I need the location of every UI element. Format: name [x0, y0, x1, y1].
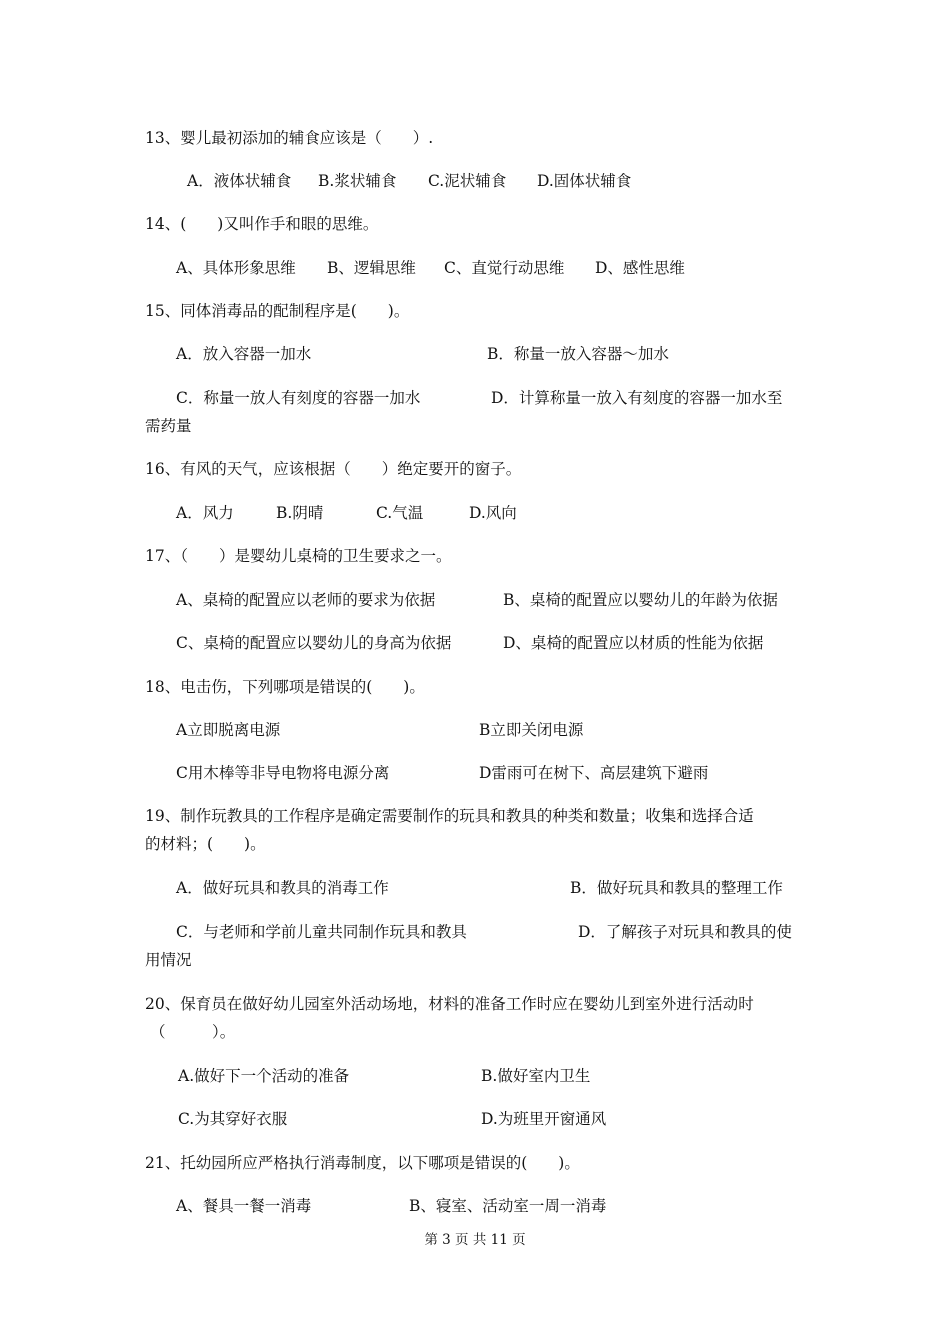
q17-option-d: D、桌椅的配置应以材质的性能为依据: [503, 634, 764, 652]
question-19-stem: 19、制作玩教具的工作程序是确定需要制作的玩具和教具的种类和数量；收集和选择合适: [145, 807, 754, 825]
q19-option-c: C．与老师和学前儿童共同制作玩具和教具: [176, 923, 467, 941]
q14-option-a: A、具体形象思维: [176, 259, 296, 277]
q16-option-b: B.阴晴: [276, 504, 324, 522]
q16-option-a: A．风力: [176, 504, 234, 522]
q21-option-b: B、寝室、活动室一周一消毒: [409, 1197, 607, 1215]
page-number-footer: 第 3 页 共 11 页: [424, 1232, 526, 1248]
q18-option-d: D雷雨可在树下、高层建筑下避雨: [479, 764, 709, 782]
q19-option-d: D．了解孩子对玩具和教具的使: [578, 923, 792, 941]
q17-option-a: A、桌椅的配置应以老师的要求为依据: [176, 591, 436, 609]
q18-option-c: C用木棒等非导电物将电源分离: [176, 764, 390, 782]
q14-option-c: C、直觉行动思维: [444, 259, 565, 277]
question-20-stem: 20、保育员在做好幼儿园室外活动场地，材料的准备工作时应在婴幼儿到室外进行活动时: [145, 995, 754, 1013]
question-19-stem-continued: 的材料；( )。: [145, 835, 266, 853]
q19-option-a: A．做好玩具和教具的消毒工作: [176, 879, 389, 897]
q20-option-c: C.为其穿好衣服: [178, 1110, 288, 1128]
q20-option-a: A.做好下一个活动的准备: [178, 1067, 350, 1085]
question-13-stem: 13、婴儿最初添加的辅食应该是（ ）.: [145, 129, 434, 147]
q13-option-c: C.泥状辅食: [428, 172, 507, 190]
q16-option-c: C.气温: [376, 504, 424, 522]
question-17-stem: 17、（ ）是婴幼儿桌椅的卫生要求之一。: [145, 547, 452, 565]
q20-option-d: D.为班里开窗通风: [481, 1110, 607, 1128]
q13-option-b: B.浆状辅食: [318, 172, 397, 190]
q17-option-b: B、桌椅的配置应以婴幼儿的年龄为依据: [503, 591, 778, 609]
q19-option-d-continued: 用情况: [145, 951, 192, 969]
q14-option-d: D、感性思维: [595, 259, 685, 277]
q18-option-b: B立即关闭电源: [479, 721, 584, 739]
q13-option-d: D.固体状辅食: [537, 172, 632, 190]
q14-option-b: B、逻辑思维: [327, 259, 416, 277]
q18-option-a: A立即脱离电源: [176, 721, 281, 739]
q15-option-d: D．计算称量一放入有刻度的容器一加水至: [491, 389, 783, 407]
q15-option-d-continued: 需药量: [145, 417, 192, 435]
question-14-stem: 14、( )又叫作手和眼的思维。: [145, 215, 379, 233]
q20-option-b: B.做好室内卫生: [481, 1067, 591, 1085]
question-21-stem: 21、托幼园所应严格执行消毒制度，以下哪项是错误的( )。: [145, 1154, 580, 1172]
question-18-stem: 18、电击伤，下列哪项是错误的( )。: [145, 678, 425, 696]
q15-option-a: A．放入容器一加水: [176, 345, 312, 363]
question-16-stem: 16、有风的天气，应该根据（ ）绝定要开的窗子。: [145, 460, 522, 478]
q15-option-b: B．称量一放入容器～加水: [487, 345, 669, 363]
question-15-stem: 15、同体消毒品的配制程序是( )。: [145, 302, 410, 320]
question-20-stem-continued: （ ）。: [150, 1023, 236, 1041]
q13-option-a: A．液体状辅食: [187, 172, 292, 190]
q15-option-c: C．称量一放人有刻度的容器一加水: [176, 389, 421, 407]
q17-option-c: C、桌椅的配置应以婴幼儿的身高为依据: [176, 634, 452, 652]
q16-option-d: D.风向: [469, 504, 517, 522]
q21-option-a: A、餐具一餐一消毒: [176, 1197, 312, 1215]
q19-option-b: B．做好玩具和教具的整理工作: [570, 879, 783, 897]
